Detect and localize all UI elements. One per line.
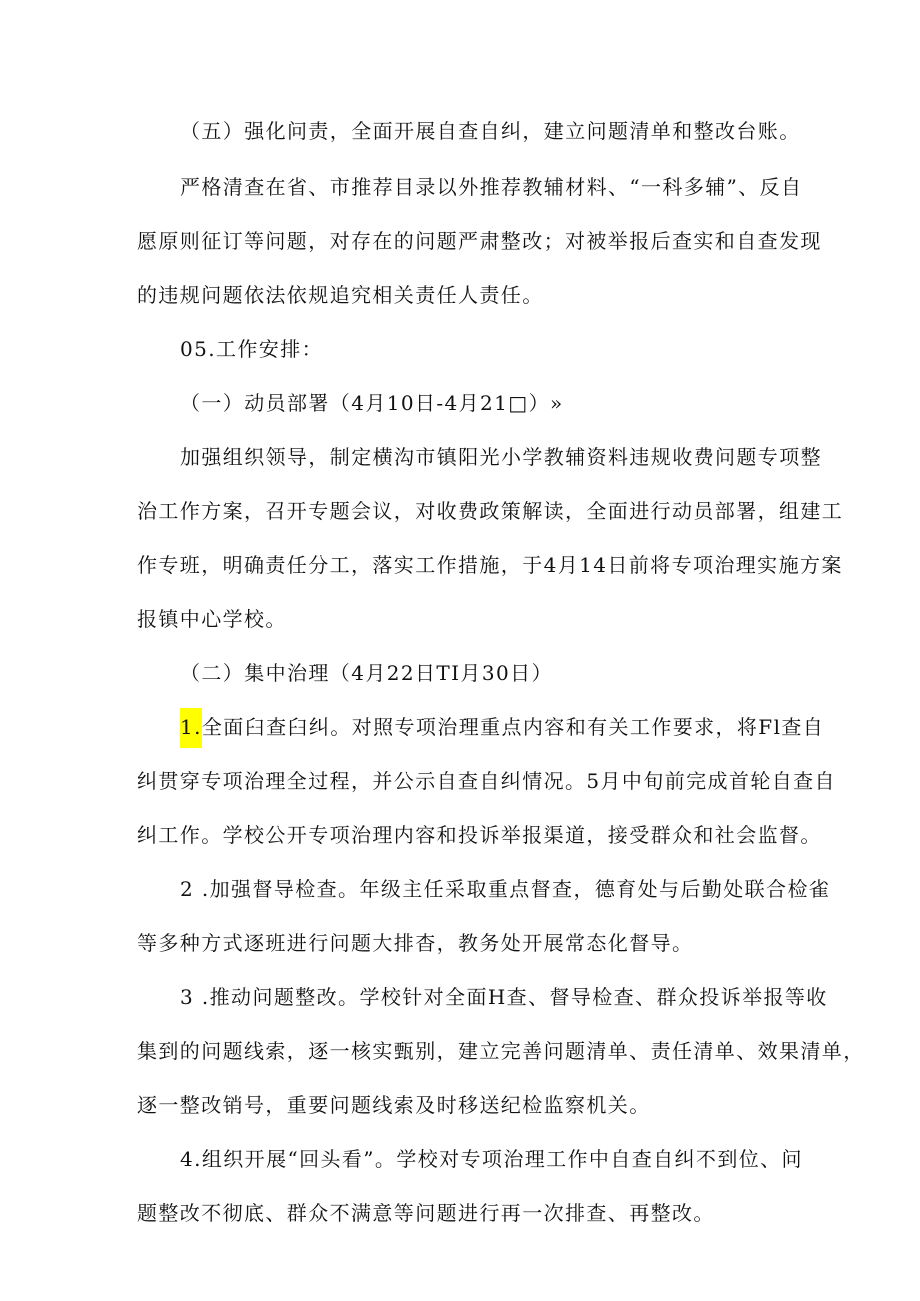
item4-line-1: 4.组织开展“回头看”。学校对专项治理工作中自查自纠不到位、问 [180,1147,803,1171]
phase1-body-line-4: 报镇中心学校。 [137,607,287,631]
item3-line-1: 3 .推动问题整改。学校针对全面H查、督导检查、群众投诉举报等收 [180,985,828,1009]
item1-line-2: 纠贯穿专项治理全过程，并公示自查自纠情况。5月中旬前完成首轮自查自 [137,769,836,793]
section5-body-line-3: 的违规问题依法依规追究相关责任人责任。 [137,283,544,307]
item4-line-2: 题整改不彻底、群众不满意等问题进行再一次排查、再整改。 [137,1201,715,1225]
item3-line-3: 逐一整改销号，重要问题线索及时移送纪检监察机关。 [137,1093,651,1117]
item2-line-1: 2 .加强督导检查。年级主任采取重点督查，德育处与后勤处联合检雀 [180,877,831,901]
item2-line-2: 等多种方式逐班进行问题大排杳，教务处开展常态化督导。 [137,931,694,955]
phase1-body-line-2: 治工作方案，召开专题会议，对收费政策解读，全面进行动员部署，组建工 [137,499,844,523]
item3-line-2: 集到的问题线索，逐一核实甄别，建立完善问题清单、责任清单、效果清单， [137,1039,865,1063]
section5-body-line-1: 严格清查在省、市推荐目录以外推荐教辅材料、“一科多辅”、反自 [180,175,803,199]
work-arrangement-heading: 05.工作安排： [180,337,324,361]
phase1-body-line-3: 作专班，明确责任分工，落实工作措施，于4月14日前将专项治理实施方案 [137,553,843,577]
item1-first-text: 全面臼查臼纠。对照专项治理重点内容和有关工作要求，将Fl查自 [201,715,825,739]
phase1-heading: （一）动员部署（4月10日-4月21□）» [180,391,564,415]
item1-line-1 [180,714,824,740]
section5-body-line-2: 愿原则征订等问题，对存在的问题严肃整改；对被举报后查实和自查发现 [137,229,822,253]
highlighted-item-number: 1. [180,708,202,748]
item1-line-3: 纠工作。学校公开专项治理内容和投诉举报渠道，接受群众和社会监督。 [137,823,822,847]
section5-heading: （五）强化问责，全面开展自查自纠，建立问题清单和整改台账。 [180,119,801,143]
phase1-body-line-1: 加强组织领导，制定横沟市镇阳光小学教辅资料违规收费问题专项整 [180,445,822,469]
phase2-heading: （二）集中治理（4月22日TI月30日） [180,661,553,685]
